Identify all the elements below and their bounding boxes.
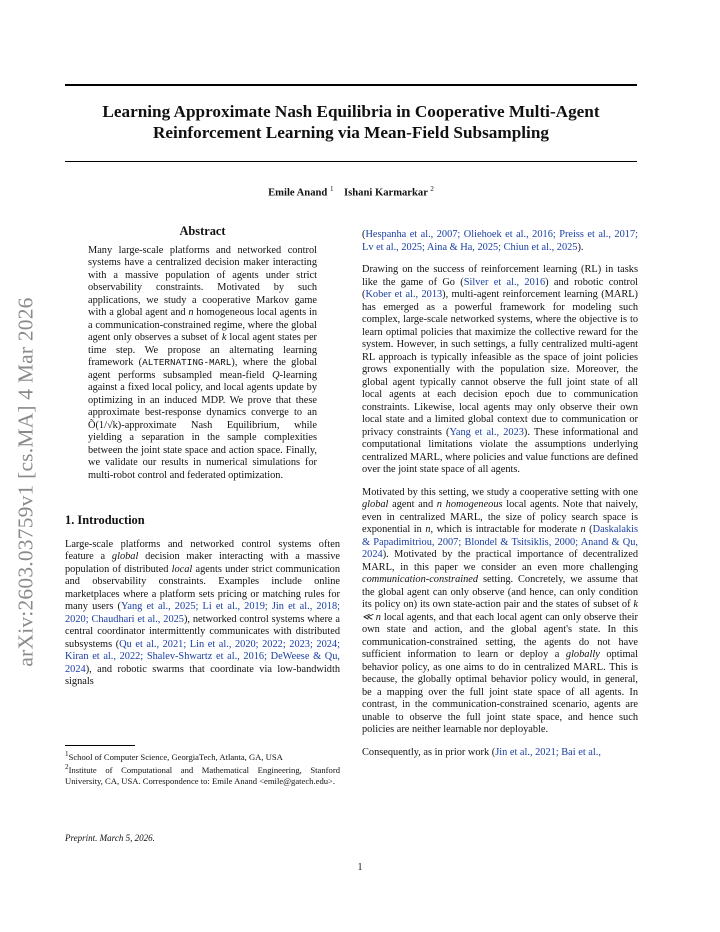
citation-link[interactable]: Hespanha et al., 2007; Oliehoek et al., 2016; Preiss et al., 2017; Lv et al., 2025; Aina & Ha, 2025; Chiun et al., 2025	[362, 229, 638, 253]
intro-paragraph-1	[65, 539, 340, 689]
preprint-note: Preprint. March 5, 2026.	[65, 833, 155, 843]
author-affiliation-mark: 1	[329, 185, 334, 193]
text-segment: ), networked control systems where a central coordinator intermittently communicates with distributed subsystems (	[65, 613, 340, 650]
text-segment: local agents. Note that naively, even in centralized MARL, the size of policy search space is exponential in	[362, 499, 638, 535]
math-n: n	[436, 499, 442, 510]
footnote-text: School of Computer Science, GeorgiaTech, Atlanta, GA, USA	[68, 751, 283, 762]
emphasis: communication-constrained	[362, 574, 479, 585]
text-segment: decision maker interacting with a massive population of distributed	[65, 551, 340, 575]
text-segment: Consequently, as in prior work (	[362, 746, 496, 758]
footnote-rule	[65, 745, 135, 746]
text-segment: agent and	[388, 499, 437, 510]
text-segment: optimal behavior policy, as one aims to do in centralized MARL. This is because, the globally optimal behavior policy would, in general, be a mapping over the full joint state space of all agents. In contrast, in the communication-constrained scenario, agents are unable to observe the full joint state space, and hence such policies are neither learnable nor deployable.	[362, 649, 638, 735]
math-n: n	[188, 307, 194, 318]
author-name: Ishani Karmarkar	[344, 187, 428, 199]
left-column	[65, 225, 340, 699]
abstract-segment: Many large-scale platforms and networked control systems have a centralized decision maker interacting with a massive population of agents under strict observability constraints. Motivated by such applications, we study a cooperative Markov game with a global agent and	[88, 244, 317, 318]
emphasis: homogeneous	[445, 499, 503, 510]
citation-link[interactable]: Daskalakis & Papadimitriou, 2007; Blondel & Tsitsiklis, 2000; Anand & Qu, 2024	[362, 524, 638, 560]
math-n: n	[425, 524, 431, 535]
footnote-mark: 1	[65, 750, 69, 758]
emphasis: local	[171, 563, 193, 575]
text-segment: local agents, and that each local agent can only observe their own state and action, and the global agent's state. In this communication-constrained setting, the agents do not have sufficient information to learn or deploy a	[362, 611, 638, 660]
right-paragraph-2	[362, 487, 638, 737]
citation-link[interactable]: Yang et al., 2025; Li et al., 2019; Jin et al., 2018; 2020; Chaudhari et al., 2025	[65, 601, 340, 625]
right-paragraph-0	[362, 229, 638, 254]
text-segment: , which is intractable for moderate	[430, 524, 581, 535]
abstract-segment: local agent states per time step. We propose an alternating learning framework (	[88, 332, 317, 368]
citation-link[interactable]: Yang et al., 2023	[449, 426, 524, 438]
author-list	[65, 185, 637, 199]
footnotes	[65, 745, 340, 786]
text-segment: setting. Concretely, we assume that the global agent can only observe (and hence, can only condition its policy on) its own state-action pair and the states of subset of	[362, 574, 638, 610]
math-k: k	[221, 332, 227, 343]
arxiv-id-text: arXiv:2603.03759v1 [cs.MA] 4 Mar 2026	[13, 297, 38, 667]
emphasis: globally	[565, 649, 600, 660]
emphasis: global	[111, 551, 139, 562]
page-number: 1	[357, 862, 363, 873]
math-q: Q	[272, 369, 280, 381]
text-segment: ), multi-agent reinforcement learning (MARL) has emerged as a powerful framework for modeling such complex, large-scale networked systems, where the objective is to learn optimal policies that maximize the collective reward for the system. However, in such settings, a fully centralized multi-agent RL approach is typically infeasible as the space of joint policies grows exponentially with the population size. Moreover, the global agent typically cannot observe the full joint state of all local agents at each decision epoch due to communication constraints. Likewise, local agents may only observe their own local state and a limited global context due to communication or privacy constraints (	[362, 289, 638, 438]
title-line-1: Learning Approximate Nash Equilibria in Cooperative Multi-Agent	[102, 102, 600, 121]
text-segment: (	[362, 229, 366, 240]
right-column	[362, 229, 638, 769]
footnote-text: Institute of Computational and Mathematical Engineering, Stanford University, CA, USA. Correspondence to: Emile Anand <emile@gatech.edu>.	[65, 765, 340, 786]
title-bottom-rule	[65, 161, 637, 162]
title-line-2: Reinforcement Learning via Mean-Field Subsampling	[153, 123, 549, 142]
text-segment: ).	[577, 241, 584, 253]
paper-title	[65, 101, 637, 143]
emphasis: global	[362, 499, 389, 510]
abstract-segment: homogeneous local agents in a communication-constrained regime, where the global agent only observes a subset of	[88, 307, 317, 343]
right-paragraph-1	[362, 264, 638, 477]
math-k-much-less-n: k ≪ n	[362, 599, 638, 623]
math-approx-bound: Õ(1/√k)	[88, 419, 122, 431]
text-segment: ). These informational and computational limitations violate the assumptions underlying centralized MARL, where policies and value functions are defined over the joint state space of all agents.	[362, 426, 638, 475]
citation-link[interactable]: Jin et al., 2021; Bai et al.,	[495, 746, 601, 758]
text-segment: ), and robotic swarms that coordinate via low-bandwidth signals	[65, 663, 340, 687]
math-n: n	[580, 524, 586, 535]
text-segment: Motivated by this setting, we study a cooperative setting with one	[362, 486, 638, 498]
arxiv-identifier-stamp	[12, 262, 40, 702]
footnote-mark: 2	[65, 763, 69, 772]
section-heading-introduction: 1. Introduction	[65, 513, 145, 527]
author-affiliation-mark: 2	[430, 185, 434, 193]
abstract-segment: ), where the global agent performs subsampled mean-field	[88, 357, 317, 381]
author-name: Emile Anand	[268, 187, 328, 199]
algorithm-name: ALTERNATING-MARL	[142, 357, 232, 368]
text-segment: Large-scale platforms and networked control systems often feature a	[65, 538, 340, 562]
text-segment: ). Motivated by the practical importance of decentralized MARL, in this paper we consider an even more challenging	[362, 549, 638, 573]
abstract-text	[88, 245, 317, 483]
footnote-1	[65, 749, 340, 762]
title-top-rule	[65, 84, 637, 86]
text-segment: agents under strict communication and observability constraints. Examples include online marketplaces where a platform sets pricing or matching rules for many users (	[65, 563, 340, 612]
text-segment: (	[585, 524, 593, 535]
right-paragraph-3	[362, 747, 638, 760]
citation-link[interactable]: Kober et al., 2013	[365, 289, 443, 300]
abstract-segment: -approximate Nash Equilibrium, while yielding a separation in the sample complexities between the joint state space and action space. Finally, we validate our results in numerical simulations for multi-robot control and federated optimization.	[88, 419, 317, 481]
abstract-heading: Abstract	[179, 224, 226, 238]
abstract-segment: -learning against a fixed local policy, and local agents update by optimizing in an induced MDP. We prove that these approximate best-response dynamics converge to an	[88, 369, 317, 418]
citation-link[interactable]: Qu et al., 2021; Lin et al., 2020; 2022; 2023; 2024; Kiran et al., 2022; Shalev-Shwartz et al., 2016; DeWeese & Qu, 2024	[65, 638, 340, 675]
text-segment: Drawing on the success of reinforcement learning (RL) in tasks like the game of Go (	[362, 264, 638, 288]
text-segment: ) and robotic control (	[362, 276, 638, 300]
citation-link[interactable]: Silver et al., 2016	[463, 276, 546, 288]
footnote-2	[65, 762, 340, 786]
